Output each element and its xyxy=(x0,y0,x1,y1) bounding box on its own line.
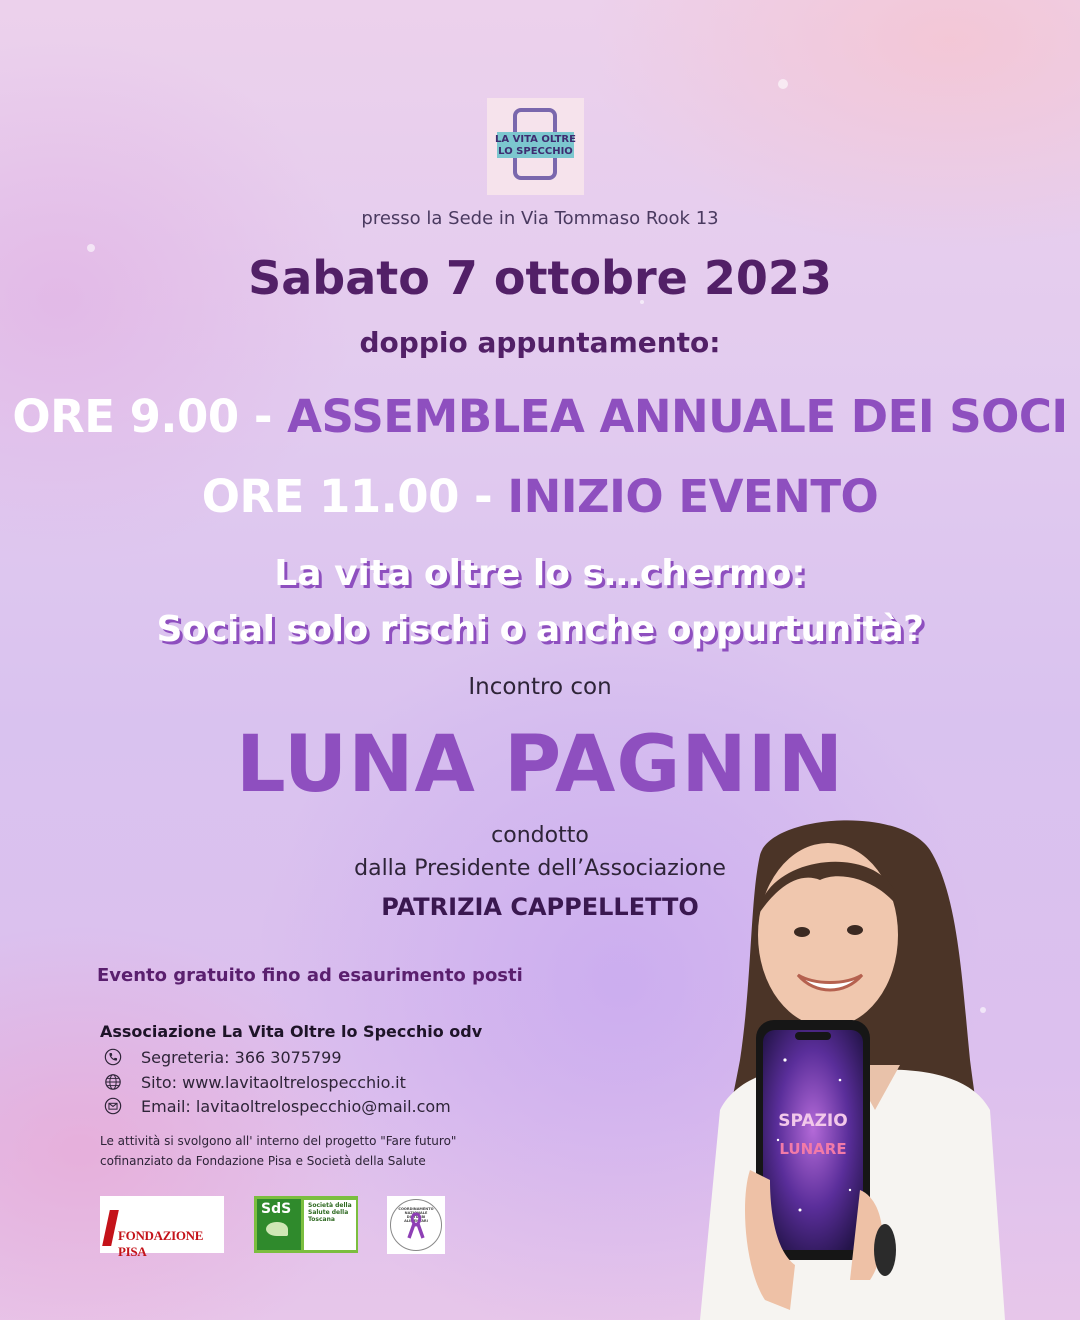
event-venue: presso la Sede in Via Tommaso Rook 13 xyxy=(361,208,719,229)
schedule-item-event xyxy=(0,470,1080,523)
phone-icon xyxy=(103,1047,123,1067)
free-entry-notice: Evento gratuito fino ad esaurimento posti xyxy=(97,965,523,986)
event-date: Sabato 7 ottobre 2023 xyxy=(248,251,832,305)
event-subtitle-line1: La vita oltre lo s…chermo: xyxy=(274,553,806,594)
president-name: PATRIZIA CAPPELLETTO xyxy=(381,893,699,921)
contact-text: Segreteria: 366 3075799 xyxy=(141,1047,342,1067)
contact-email[interactable] xyxy=(103,1094,451,1118)
meeting-label: Incontro con xyxy=(468,674,612,700)
led-by-role: dalla Presidente dell’Associazione xyxy=(354,856,726,881)
schedule-title: ASSEMBLEA ANNUALE DEI SOCI xyxy=(287,390,1068,443)
sponsor-sds-logo xyxy=(254,1196,358,1253)
contact-website[interactable] xyxy=(103,1070,406,1094)
schedule-time: ORE 9.00 - xyxy=(12,390,288,443)
sponsor-fondazione-pisa-logo xyxy=(100,1196,224,1259)
schedule-title: INIZIO EVENTO xyxy=(507,470,879,523)
phone-app-title-line2: LUNARE xyxy=(779,1140,847,1158)
association-logo xyxy=(487,98,584,195)
sponsor-coordinamento-logo xyxy=(387,1196,445,1254)
contact-phone xyxy=(103,1045,342,1069)
fondazione-text: FONDAZIONE PISA xyxy=(118,1228,204,1259)
guest-photo xyxy=(700,810,1080,1320)
mail-icon xyxy=(103,1096,123,1116)
phone-app-title-line1: SPAZIO xyxy=(778,1111,848,1131)
event-intro: doppio appuntamento: xyxy=(359,326,721,359)
fondazione-mark xyxy=(102,1210,119,1246)
sds-short: SdS xyxy=(261,1201,292,1217)
bird-icon xyxy=(266,1222,288,1236)
logo-text-line1: LA VITA OLTRE xyxy=(495,134,576,145)
contact-text: Email: lavitaoltrelospecchio@mail.com xyxy=(141,1096,451,1116)
seal-text: COORDINAMENTO NAZIONALE DISTURBI ALIMENTARI xyxy=(398,1207,434,1223)
event-subtitle-line2: Social solo rischi o anche oppurtunità? xyxy=(156,609,924,650)
awareness-ribbon-icon xyxy=(406,1212,426,1240)
led-by-label: condotto xyxy=(491,823,589,848)
project-note-line2: cofinanziato da Fondazione Pisa e Società della Salute xyxy=(100,1154,426,1168)
association-name: Associazione La Vita Oltre lo Specchio odv xyxy=(100,1022,483,1041)
project-note-line1: Le attività si svolgono all' interno del progetto "Fare futuro" xyxy=(100,1134,457,1148)
contact-text: Sito: www.lavitaoltrelospecchio.it xyxy=(141,1072,406,1092)
sparkle xyxy=(778,79,788,89)
globe-icon xyxy=(103,1072,123,1092)
sds-name: Società della Salute della Toscana xyxy=(308,1202,352,1223)
schedule-item-assembly xyxy=(0,390,1080,443)
guest-name: LUNA PAGNIN xyxy=(235,720,845,810)
schedule-time: ORE 11.00 - xyxy=(201,470,508,523)
logo-text-line2: LO SPECCHIO xyxy=(498,146,573,157)
